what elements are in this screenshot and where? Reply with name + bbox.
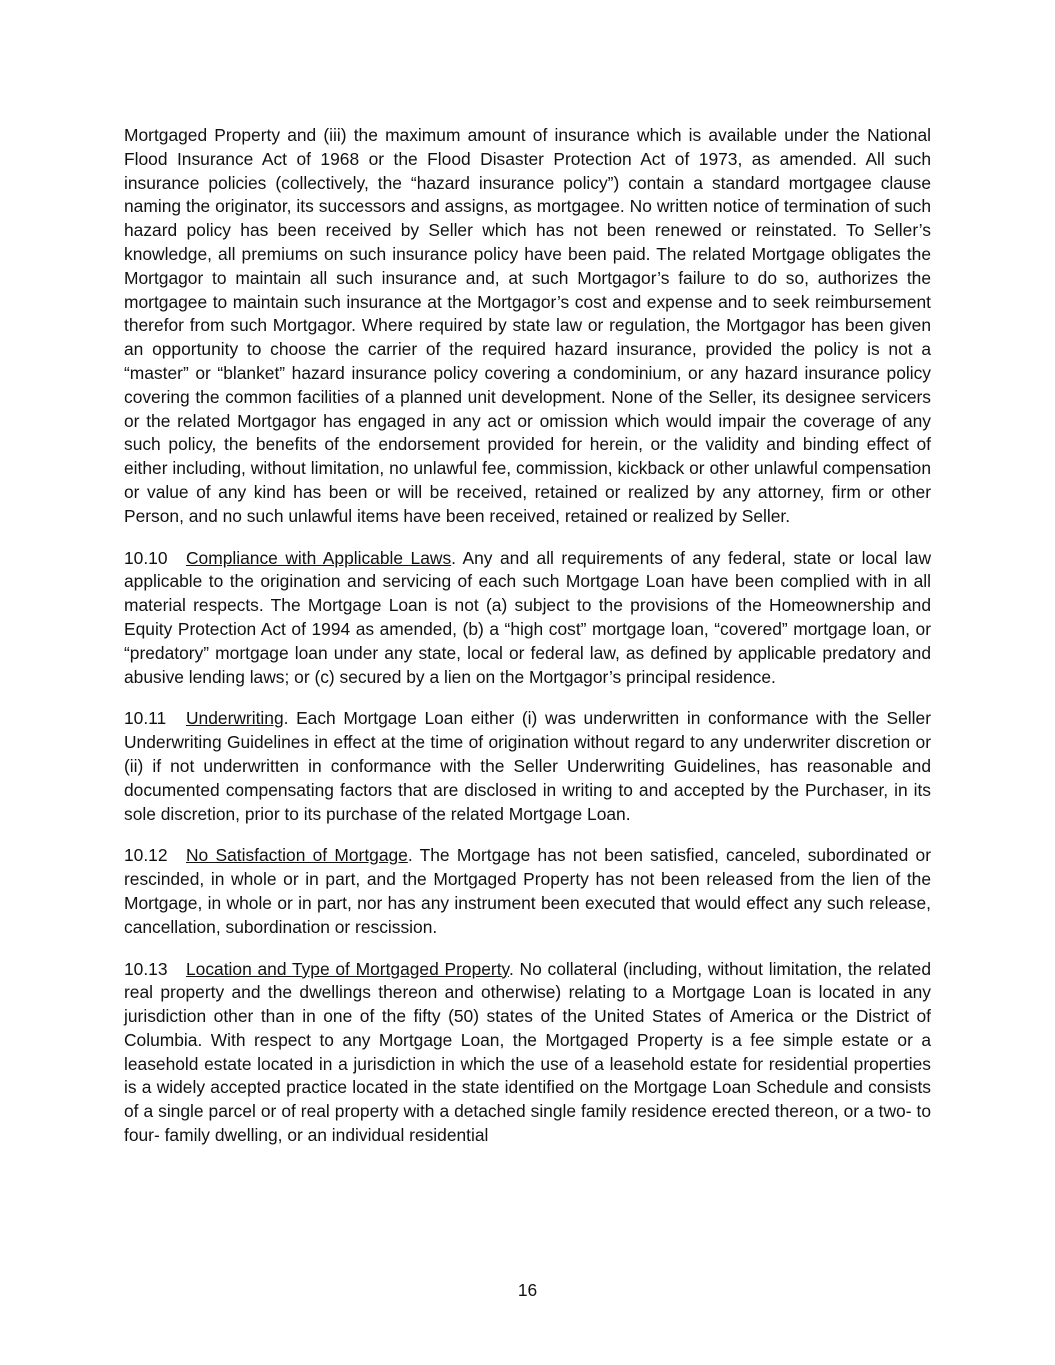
section-10-12 [124, 844, 931, 939]
section-10-11 [124, 707, 931, 826]
section-number: 10.12 [124, 845, 168, 866]
section-10-13 [124, 958, 931, 1148]
section-number: 10.13 [124, 958, 168, 979]
section-number: 10.10 [124, 547, 168, 568]
section-number: 10.11 [124, 708, 167, 729]
continuation-paragraph: Mortgaged Property and (iii) the maximum amount of insurance which is available under the National Flood Insurance Act of 1968 or the Flood Disaster Protection Act of 1973, as amended. All such insurance policies (collectively, the “hazard insurance policy”) contain a standard mortgagee clause naming the originator, its successors and assigns, as mortgagee. No written notice of termination of such hazard policy has been received by Seller which has not been renewed or reinstated. To Seller’s knowledge, all premiums on such insurance policy have been paid. The related Mortgage obligates the Mortgagor to maintain all such insurance and, at such Mortgagor’s failure to do so, authorizes the mortgagee to maintain such insurance at the Mortgagor’s cost and expense and to seek reimbursement therefor from such Mortgagor. Where required by state law or regulation, the Mortgagor has been given an opportunity to choose the carrier of the required hazard insurance, provided the policy is not a “master” or “blanket” hazard insurance policy covering a condominium, or any hazard insurance policy covering the common facilities of a planned unit development. None of the Seller, its designee servicers or the related Mortgagor has engaged in any act or omission which would impair the coverage of any such policy, the benefits of the endorsement provided for herein, or the validity and binding effect of either including, without limitation, no unlawful fee, commission, kickback or other unlawful compensation or value of any kind has been or will be received, retained or realized by any attorney, firm or other Person, and no such unlawful items have been received, retained or realized by Seller. [124, 125, 931, 526]
document-page [124, 124, 931, 1166]
section-body: . Each Mortgage Loan either (i) was underwritten in conformance with the Seller Underwriting Guidelines in effect at the time of origination without regard to any underwriter discretion or (ii) if not underwritten in conformance with the Seller Underwriting Guidelines, has reasonable and documented compensating factors that are disclosed in writing to and accepted by the Purchaser, in its sole discretion, prior to its purchase of the related Mortgage Loan. [124, 708, 931, 824]
page-number: 16 [517, 1280, 538, 1300]
section-title: Compliance with Applicable Laws [186, 547, 452, 568]
section-title: Underwriting [186, 708, 284, 729]
section-body: . The Mortgage has not been satisfied, canceled, subordinated or rescinded, in whole or in part, and the Mortgaged Property has not been released from the lien of the Mortgage, in whole or in part, nor has any instrument been executed that would effect any such release, cancellation, subordination or rescission. [124, 845, 931, 937]
section-body: . No collateral (including, without limitation, the related real property and the dwellings thereon and otherwise) relating to a Mortgage Loan is located in any jurisdiction other than in one of the fifty (50) states of the United States of America or the District of Columbia. With respect to any Mortgage Loan, the Mortgaged Property is a fee simple estate or a leasehold estate located in a jurisdiction in which the use of a leasehold estate for residential properties is a widely accepted practice located in the state identified on the Mortgage Loan Schedule and consists of a single parcel or of real property with a detached single family residence erected thereon, or a two- to four- family dwelling, or an individual residential [124, 958, 931, 1146]
section-title: Location and Type of Mortgaged Property [186, 958, 509, 979]
section-body: . Any and all requirements of any federal, state or local law applicable to the origination and servicing of each such Mortgage Loan have been complied with in all material respects. The Mortgage Loan is not (a) subject to the provisions of the Homeownership and Equity Protection Act of 1994 as amended, (b) a “high cost” mortgage loan, “covered” mortgage loan, or “predatory” mortgage loan under any state, local or federal law, as defined by applicable predatory and abusive lending laws; or (c) secured by a lien on the Mortgagor’s principal residence. [124, 547, 932, 687]
section-10-10 [124, 547, 931, 690]
section-title: No Satisfaction of Mortgage [186, 845, 408, 866]
